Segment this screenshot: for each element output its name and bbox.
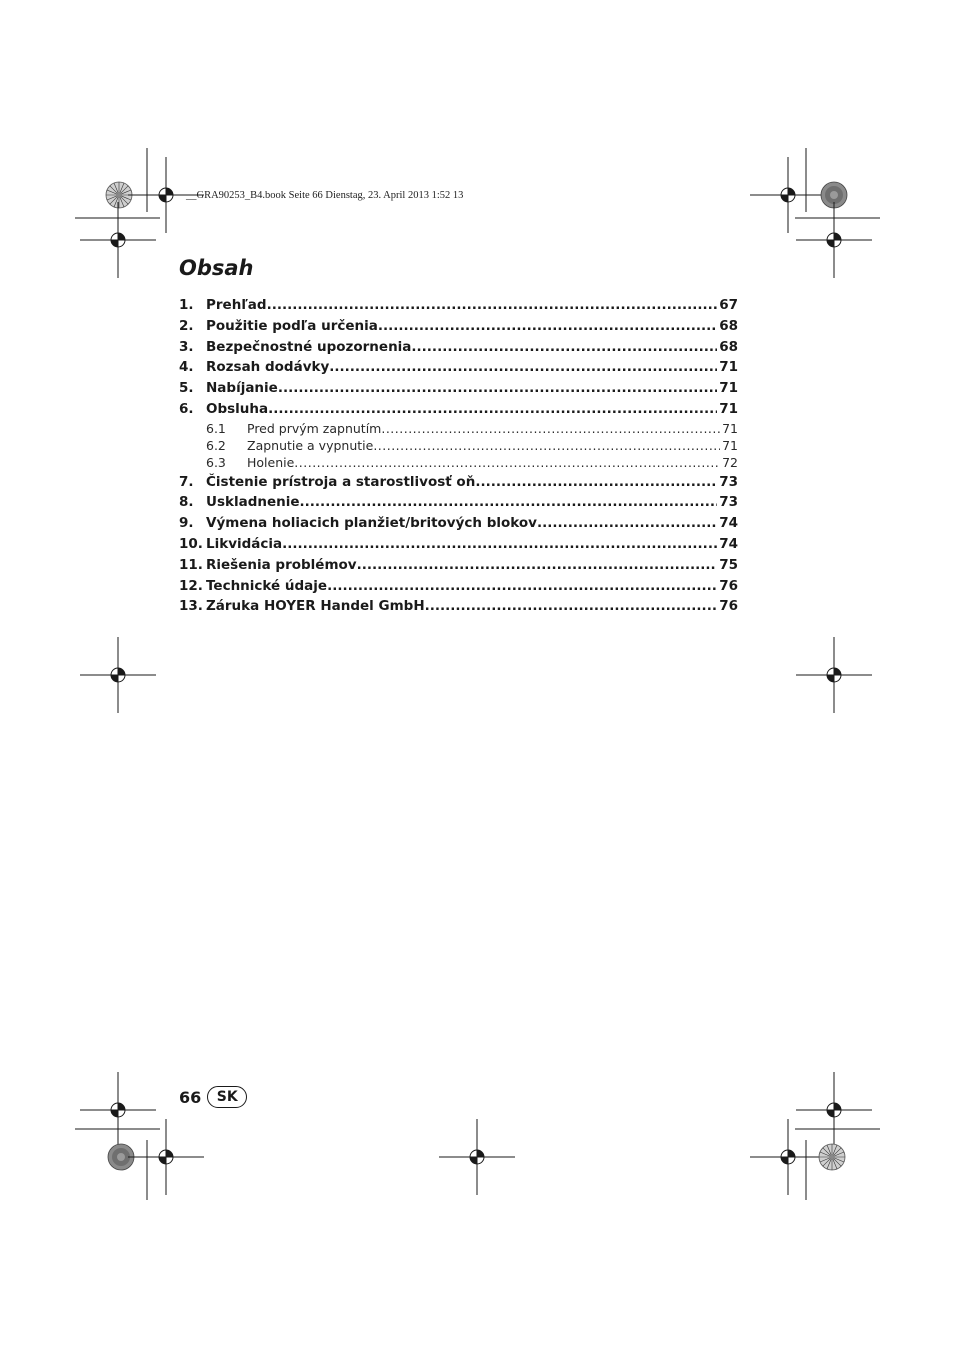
toc-entry xyxy=(179,492,738,513)
toc-entry-number: 2. xyxy=(179,317,194,334)
toc-entry-page: 68 xyxy=(719,317,738,334)
toc-dot-leader xyxy=(327,576,717,597)
toc-entry xyxy=(179,513,738,534)
toc-dot-leader xyxy=(411,337,717,358)
toc-dot-leader xyxy=(300,492,718,513)
toc-entry xyxy=(179,295,738,316)
toc-entry-page: 76 xyxy=(719,577,738,594)
toc-entry-number: 6.1 xyxy=(206,420,226,436)
toc-entry-title: Čistenie prístroja a starostlivosť oň xyxy=(206,473,476,490)
toc-entry xyxy=(179,596,738,617)
toc-entry-number: 9. xyxy=(179,515,194,532)
toc-dot-leader xyxy=(378,316,717,337)
toc-entry-title: Technické údaje xyxy=(206,577,328,594)
toc-entry-title: Obsluha xyxy=(206,400,269,417)
toc-dot-leader xyxy=(294,454,720,471)
toc-entry-title: Rozsah dodávky xyxy=(206,359,330,376)
toc-entry-title: Nabíjanie xyxy=(206,380,278,397)
toc-entry xyxy=(179,576,738,597)
toc-dot-leader xyxy=(381,420,720,437)
toc-entry xyxy=(179,378,738,399)
table-of-contents xyxy=(179,295,738,617)
toc-dot-leader xyxy=(475,472,717,493)
toc-entry xyxy=(179,555,738,576)
toc-entry-number: 12. xyxy=(179,577,203,594)
toc-entry-title: Prehľad xyxy=(206,297,267,313)
language-badge: SK xyxy=(207,1086,247,1108)
toc-dot-leader xyxy=(357,555,718,576)
toc-entry xyxy=(179,534,738,555)
toc-dot-leader xyxy=(282,534,717,555)
toc-entry-page: 71 xyxy=(719,380,738,397)
file-info-line: __GRA90253_B4.book Seite 66 Dienstag, 23. April 2013 1:52 13 xyxy=(186,190,464,201)
toc-entry-title: Výmena holiacich planžiet/britových blokov xyxy=(206,515,537,532)
toc-entry-number: 6. xyxy=(179,400,194,417)
toc-entry-page: 75 xyxy=(719,556,738,573)
toc-dot-leader xyxy=(268,399,717,420)
toc-entry xyxy=(179,472,738,493)
toc-entry xyxy=(179,316,738,337)
toc-entry xyxy=(179,454,738,471)
toc-entry xyxy=(179,337,738,358)
toc-dot-leader xyxy=(425,596,718,617)
page-title: Obsah xyxy=(179,256,254,280)
toc-entry-page: 71 xyxy=(719,359,738,376)
toc-entry-title: Likvidácia xyxy=(206,536,283,553)
toc-entry xyxy=(179,357,738,378)
toc-entry-title: Holenie xyxy=(247,455,295,471)
toc-entry-number: 7. xyxy=(179,473,194,490)
page-number: 66 xyxy=(179,1087,202,1107)
toc-entry-number: 6.3 xyxy=(206,455,226,471)
toc-dot-leader xyxy=(329,357,717,378)
toc-entry-number: 8. xyxy=(179,494,194,511)
toc-entry-title: Zapnutie a vypnutie xyxy=(247,438,374,454)
toc-entry-page: 72 xyxy=(722,455,738,471)
toc-entry xyxy=(179,420,738,437)
toc-entry-page: 71 xyxy=(722,438,738,454)
toc-dot-leader xyxy=(267,295,718,316)
toc-entry-number: 6.2 xyxy=(206,438,226,454)
toc-entry-page: 73 xyxy=(719,494,738,511)
toc-entry-page: 71 xyxy=(719,400,738,417)
toc-dot-leader xyxy=(537,513,717,534)
toc-entry-title: Použitie podľa určenia xyxy=(206,317,378,334)
toc-entry-number: 1. xyxy=(179,297,194,313)
page-footer xyxy=(179,1086,247,1108)
toc-dot-leader xyxy=(278,378,717,399)
toc-entry-number: 10. xyxy=(179,536,203,553)
toc-entry-page: 76 xyxy=(719,598,738,615)
toc-entry-number: 13. xyxy=(179,598,203,615)
toc-dot-leader xyxy=(373,437,720,454)
toc-entry-title: Pred prvým zapnutím xyxy=(247,420,382,436)
toc-entry-title: Uskladnenie xyxy=(206,494,300,511)
toc-entry-page: 71 xyxy=(722,420,738,436)
toc-entry xyxy=(179,437,738,454)
toc-entry-number: 4. xyxy=(179,359,194,376)
toc-entry-title: Záruka HOYER Handel GmbH xyxy=(206,598,425,615)
toc-entry xyxy=(179,399,738,420)
toc-entry-number: 3. xyxy=(179,338,194,355)
toc-entry-number: 5. xyxy=(179,380,194,397)
toc-entry-page: 67 xyxy=(719,297,738,313)
toc-entry-title: Riešenia problémov xyxy=(206,556,357,573)
toc-entry-page: 73 xyxy=(719,473,738,490)
toc-entry-number: 11. xyxy=(179,556,203,573)
toc-entry-page: 74 xyxy=(719,536,738,553)
toc-entry-title: Bezpečnostné upozornenia xyxy=(206,338,412,355)
toc-entry-page: 68 xyxy=(719,338,738,355)
toc-entry-page: 74 xyxy=(719,515,738,532)
